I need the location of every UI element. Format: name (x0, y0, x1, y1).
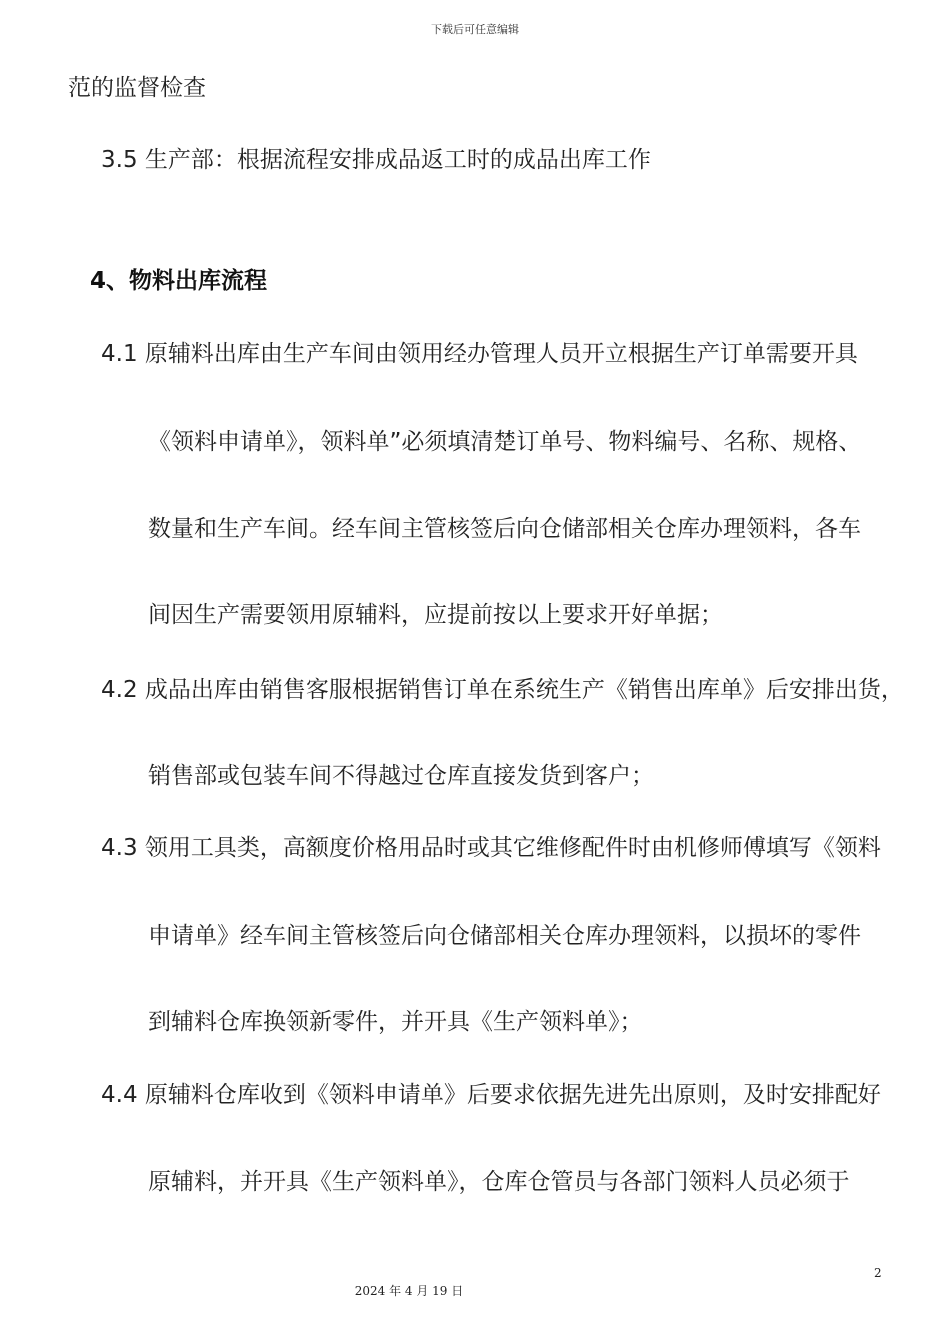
paragraph-line: 原辅料，并开具《生产领料单》，仓库仓管员与各部门领料人员必须于 (148, 1169, 850, 1195)
page-date: 2024 年 4 月 19 日 (354, 1284, 464, 1298)
paragraph-line: 3.5 生产部：根据流程安排成品返工时的成品出库工作 (101, 147, 651, 173)
paragraph-line: 4.4 原辅料仓库收到《领料申请单》后要求依据先进先出原则，及时安排配好 (101, 1082, 881, 1108)
paragraph-line: 4.2 成品出库由销售客服根据销售订单在系统生产《销售出库单》后安排出货， (101, 677, 904, 703)
paragraph-line: 4.1 原辅料出库由生产车间由领用经办管理人员开立根据生产订单需要开具 (101, 341, 858, 367)
paragraph-line: 申请单》经车间主管核签后向仓储部相关仓库办理领料，以损坏的零件 (148, 923, 861, 949)
page-header: 下载后可任意编辑 (431, 23, 519, 36)
paragraph-line: 数量和生产车间。经车间主管核签后向仓储部相关仓库办理领料，各车 (148, 516, 861, 542)
paragraph-line: 4.3 领用工具类，高额度价格用品时或其它维修配件时由机修师傅填写《领料 (101, 835, 881, 861)
paragraph-line: 《领料申请单》，领料单”必须填清楚订单号、物料编号、名称、规格、 (148, 429, 862, 455)
paragraph-line: 到辅料仓库换领新零件，并开具《生产领料单》； (148, 1009, 643, 1035)
paragraph-line: 范的监督检查 (68, 75, 206, 101)
page-number: 2 (874, 1266, 882, 1280)
paragraph-line: 销售部或包装车间不得越过仓库直接发货到客户； (148, 763, 654, 789)
paragraph-line: 间因生产需要领用原辅料，应提前按以上要求开好单据； (148, 602, 723, 628)
section-heading: 4、物料出库流程 (90, 268, 268, 294)
